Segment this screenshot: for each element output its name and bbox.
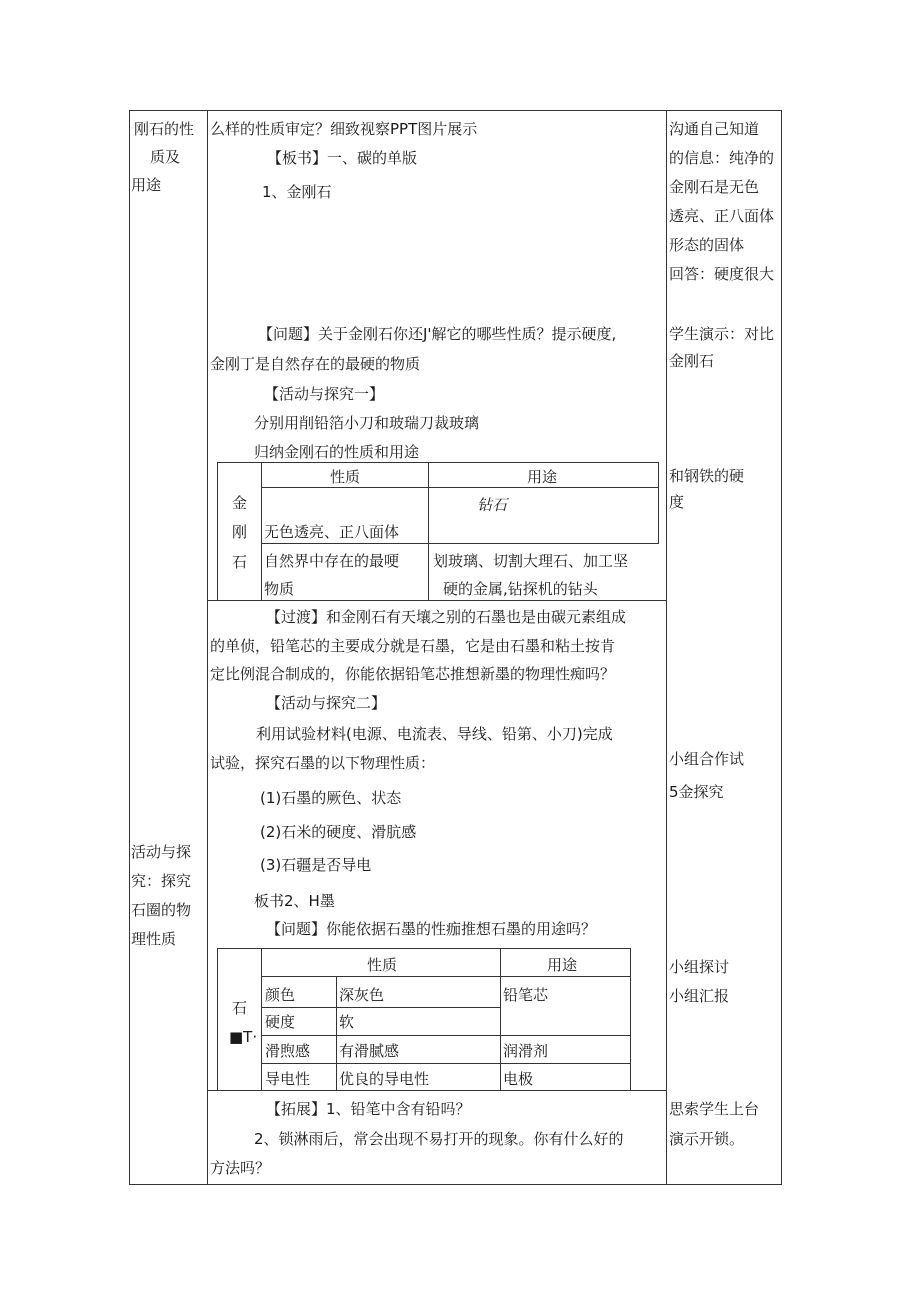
activity-2-item-2: (2)石米的硬度、滑肮感	[260, 823, 417, 841]
col3-c-line1: 和钢铁的硬	[669, 467, 745, 485]
col3-d-line2: 5金探究	[669, 783, 724, 801]
activity-1-text: 分别用削铅箔小刀和玻瑞刀裁玻璃	[254, 414, 480, 432]
outer-top-border	[129, 110, 781, 111]
activity-2-item-3: (3)石疆是否导电	[260, 856, 372, 874]
col-divider-2	[666, 110, 667, 1185]
activity-1-summary: 归纳金刚石的性质和用途	[254, 443, 420, 461]
t2-row1-c: 铅笔芯	[503, 986, 549, 1004]
extension-line3: 方法吗？	[210, 1159, 271, 1177]
t1-side-char-1: 金	[232, 494, 248, 512]
t2-row4-c: 电极	[503, 1070, 534, 1088]
t2-header-usage: 用途	[547, 956, 578, 974]
outer-right-border	[781, 110, 782, 1185]
section-divider-1	[207, 600, 666, 601]
t2-row3-c: 润滑剂	[503, 1042, 549, 1060]
t1-row2-property-line1: 自然界中存在的最哽	[264, 552, 400, 570]
t2-side-div	[261, 948, 262, 1091]
t1-row2-usage-line2: 硬的金属,钻探机的钻头	[443, 580, 598, 598]
board-heading: 【板书】一、碳的单版	[267, 149, 418, 167]
col3-a-line3: 金刚石是无色	[669, 178, 760, 196]
col-divider-1	[207, 110, 208, 1185]
t2-right	[630, 948, 631, 1091]
col3-a-line2: 的信息：纯净的	[669, 149, 775, 167]
t2-line1	[261, 976, 631, 977]
t1-row1-bottom	[261, 543, 659, 544]
t2-row2-b: 软	[339, 1013, 355, 1031]
t1-row1-usage: 钻石	[477, 496, 508, 514]
t1-header-bottom	[261, 487, 659, 488]
col3-c-line2: 度	[669, 493, 685, 511]
col1-sec1-line2: 质及	[150, 148, 181, 166]
col3-b-line1: 学生演示：对比	[669, 325, 775, 343]
t1-row2-usage-line1: 划玻璃、切割大理石、加工坚	[433, 552, 629, 570]
col1-sec2-line3: 石圈的物	[131, 901, 192, 919]
col1-sec2-line1: 活动与探	[131, 843, 192, 861]
t1-row1-property: 无色透亮、正八面体	[264, 523, 400, 541]
col3-d-line1: 小组合作试	[669, 750, 745, 768]
t2-row4-a: 导电性	[265, 1070, 311, 1088]
col3-e-line1: 小组探讨	[669, 958, 730, 976]
main-line-1: 么样的性质审定？细致视察PPT图片展示	[210, 120, 478, 138]
activity-2-heading: 【活动与探究二】	[266, 694, 387, 712]
activity-1-heading: 【活动与探究一】	[264, 385, 385, 403]
col3-a-line6: 回答：硬度很大	[669, 265, 775, 283]
col1-sec1-line1: 刚石的性	[134, 120, 195, 138]
t1-header-property: 性质	[330, 468, 361, 486]
t2-row2-a: 硬度	[265, 1013, 296, 1031]
t2-line3	[261, 1035, 631, 1036]
t2-row1-a: 颜色	[265, 986, 296, 1004]
outer-bottom-border	[129, 1184, 781, 1185]
activity-2-line2: 试验，探究石墨的以下物理性质：	[210, 754, 436, 772]
col3-f-line2: 演示开锁。	[669, 1130, 745, 1148]
t2-col-b-div	[500, 948, 501, 1091]
t1-header-usage: 用途	[527, 468, 558, 486]
extension-line2: 2、锁淋雨后，常会出现不易打开的现象。你有什么好的	[254, 1130, 624, 1148]
t1-row2-property-line2: 物质	[264, 580, 295, 598]
t2-left	[217, 948, 218, 1091]
t2-row4-b: 优良的导电性	[339, 1070, 430, 1088]
col3-f-line1: 思索学生上台	[669, 1100, 760, 1118]
col1-sec2-line2: 究：探究	[131, 872, 192, 890]
t2-bottom	[217, 1090, 631, 1091]
extension-line1: 【拓展】1、铅笔中含有铅吗？	[266, 1100, 471, 1118]
board-graphite: 板书2、H墨	[254, 892, 335, 910]
t1-side-div	[261, 462, 262, 601]
t1-side-char-3: 石	[232, 553, 248, 571]
t2-top	[217, 948, 631, 949]
col3-e-line2: 小组汇报	[669, 987, 730, 1005]
t1-left	[217, 462, 218, 601]
col3-a-line4: 透亮、正八面体	[669, 207, 775, 225]
t2-row3-b: 有滑腻感	[339, 1042, 400, 1060]
t2-row3-a: 滑煦感	[265, 1042, 311, 1060]
transition-line2: 的单侦，铅笔芯的主要成分就是石墨，它是由石墨和粘土按肯	[210, 637, 616, 655]
diamond-heading: 1、金刚石	[262, 183, 332, 201]
t2-side-char-1: 石	[232, 999, 248, 1017]
col1-sec1-line3: 用途	[131, 176, 162, 194]
question-2: 【问题】你能依据石墨的性痂推想石墨的用途吗？	[266, 920, 597, 938]
activity-2-item-1: (1)石墨的厥色、状态	[260, 789, 402, 807]
t1-mid-div	[428, 462, 429, 601]
col3-a-line1: 沟通自己知道	[669, 120, 760, 138]
transition-line3: 定比例混合制成的，你能依据铅笔芯推想新墨的物理性痴吗？	[210, 665, 616, 683]
activity-2-line1: 利用试验材料(电源、电流表、导线、铅第、小刀)完成	[256, 725, 613, 743]
t2-side-char-2: ■T·	[229, 1028, 258, 1046]
outer-left-border	[129, 110, 130, 1185]
question-1-line1: 【问题】关于金刚石你还J'解它的哪些性质？提示硬度,	[258, 325, 617, 343]
t2-col-a-div	[336, 976, 337, 1091]
t1-side-char-2: 刚	[232, 523, 248, 541]
t1-right	[658, 462, 659, 544]
t2-line4	[261, 1063, 631, 1064]
col3-b-line2: 金刚石	[669, 352, 715, 370]
transition-line1: 【过渡】和金刚石有天壤之别的石墨也是由碳元素组成	[266, 608, 627, 626]
t2-row1-b: 深灰色	[339, 986, 385, 1004]
col1-sec2-line4: 理性质	[131, 930, 177, 948]
t2-line2	[261, 1007, 500, 1008]
t1-top	[217, 462, 659, 463]
question-1-line2: 金刚丁是自然存在的最硬的物质	[210, 355, 421, 373]
t2-header-property: 性质	[367, 956, 398, 974]
col3-a-line5: 形态的固体	[669, 236, 745, 254]
